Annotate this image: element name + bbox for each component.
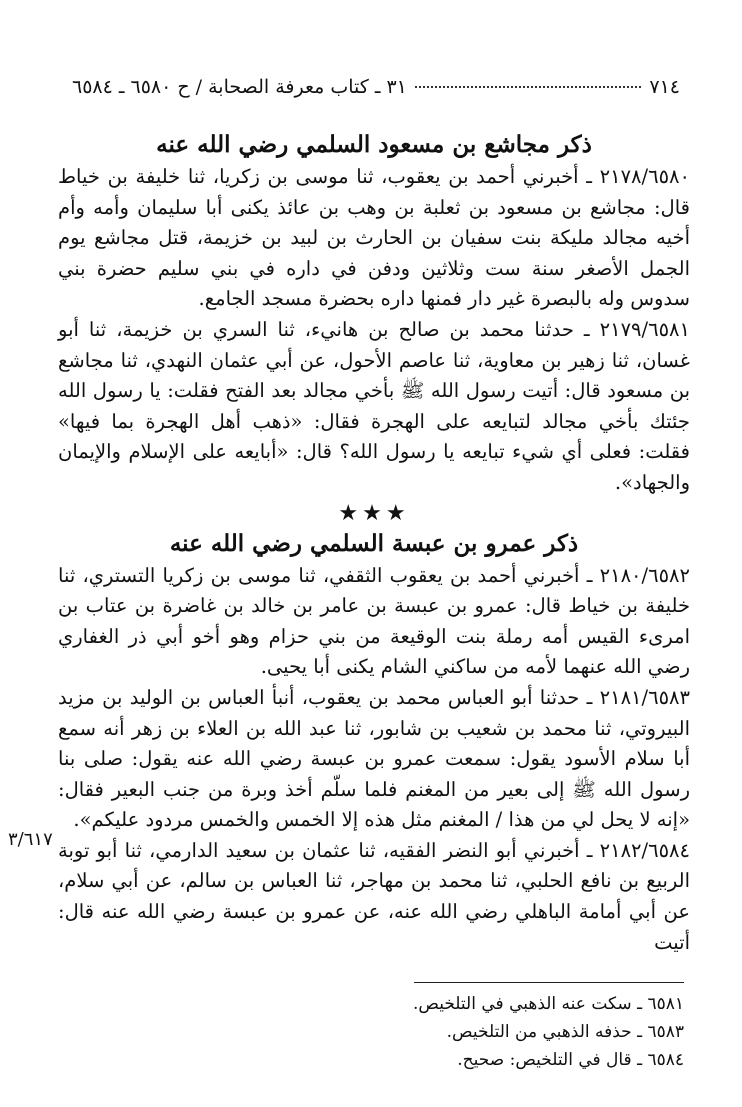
- hadith-paragraph: ٢١٧٨/٦٥٨٠ ـ أخبرني أحمد بن يعقوب، ثنا موسى بن زكريا، ثنا خليفة بن خياط قال: مجاشع بن مسعود بن ثعلبة بن وهب بن عائذ يكنى أبا سليمان وأمه وأم أخيه مجالد مليكة بنت سفيان بن الحارث بن لبيد بن خزيمة، قتل مجاشع يوم الجمل الأصغر سنة ست وثلاثين ودفن في داره في بني سليم حضرة بني سدوس وله بالبصرة غير دار فمنها داره بحضرة مسجد الجامع.: [58, 165, 690, 311]
- footnote: ٦٥٨٣ ـ حذفه الذهبي من التلخيص.: [446, 1022, 684, 1042]
- hadith-paragraph: ٢١٨٢/٦٥٨٤ ـ أخبرني أبو النضر الفقيه، ثنا عثمان بن سعيد الدارمي، ثنا أبو توبة الربيع بن نافع الحلبي، ثنا محمد بن مهاجر، ثنا العباس بن سالم، عن أبي سلام، عن أبي أمامة الباهلي رضي الله عنه، عن عمرو بن عبسة رضي الله عنه قال: أتيت: [58, 838, 690, 954]
- main-text: [58, 128, 690, 958]
- footnote: ٦٥٨٤ ـ قال في التلخيص: صحيح.: [457, 1050, 684, 1070]
- header-dotted-leader: [415, 86, 642, 88]
- hadith-paragraph: ٢١٧٩/٦٥٨١ ـ حدثنا محمد بن صالح بن هانيء، ثنا السري بن خزيمة، ثنا أبو غسان، ثنا زهير بن معاوية، ثنا عاصم الأحول، عن أبي عثمان النهدي، ثنا مجاشع بن مسعود قال: أتيت رسول الله ﷺ بأخي مجالد بعد الفتح فقلت: يا رسول الله جئتك بأخي مجالد لتبايعه على الهجرة فقال: «ذهب أهل الهجرة بما فيها» فقلت: فعلى أي شيء تبايعه يا رسول الله؟ قال: «أبايعه على الإسلام والإيمان والجهاد».: [58, 317, 690, 494]
- running-title: ٣١ ـ كتاب معرفة الصحابة / ح ٦٥٨٠ ـ ٦٥٨٤: [72, 76, 407, 98]
- section-separator: ★★★: [338, 500, 410, 526]
- margin-volume-reference: ٣/٦١٧: [8, 829, 53, 850]
- hadith-paragraph: ٢١٨٠/٦٥٨٢ ـ أخبرني أحمد بن يعقوب الثقفي، ثنا موسى بن زكريا التستري، ثنا خليفة بن خياط قال: عمرو بن عبسة بن عامر بن خالد بن غاضرة بن عتاب بن امرىء القيس أمه رملة بنت الوقيعة من بني حزام وهو أخو أبي ذر الغفاري رضي الله عنهما لأمه من ساكني الشام يكنى أبا يحيى.: [58, 563, 690, 679]
- footnote: ٦٥٨١ ـ سكت عنه الذهبي في التلخيص.: [412, 994, 684, 1014]
- section-title: ذكر مجاشع بن مسعود السلمي رضي الله عنه: [156, 131, 592, 158]
- footnote-rule: [414, 982, 684, 983]
- page-number: ٧١٤: [649, 76, 680, 98]
- section-title: ذكر عمرو بن عبسة السلمي رضي الله عنه: [169, 529, 579, 557]
- footnotes: [284, 990, 684, 1074]
- hadith-paragraph: ٢١٨١/٦٥٨٣ ـ حدثنا أبو العباس محمد بن يعقوب، أنبأ العباس بن الوليد بن مزيد البيروتي، ثنا محمد بن شعيب بن شابور، ثنا عبد الله بن العلاء بن زهر أنه سمع أبا سلام الأسود يقول: سمعت عمرو بن عبسة رضي الله عنه يقول: صلى بنا رسول الله ﷺ إلى بعير من المغنم فلما سلّم أخذ وبرة من جنب البعير فقال: «إنه لا يحل لي من هذا / المغنم مثل هذه إلا الخمس والخمس مردود عليكم».: [58, 685, 690, 832]
- page-header: [72, 76, 680, 98]
